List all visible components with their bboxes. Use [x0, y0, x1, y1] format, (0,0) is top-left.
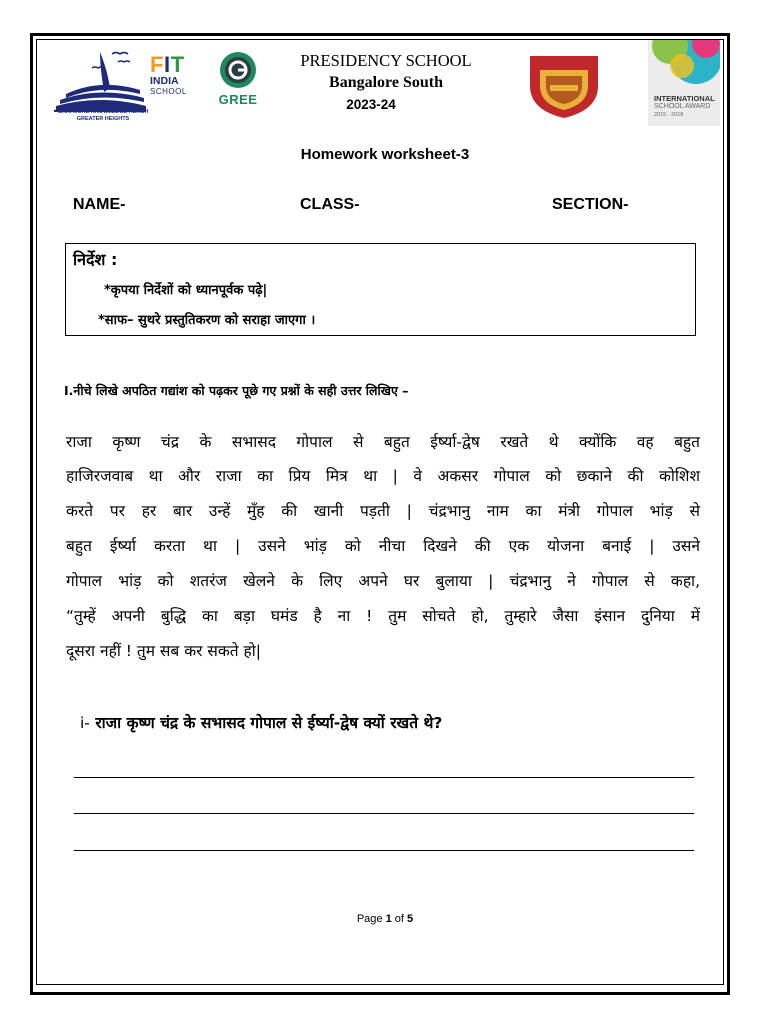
- instruction-item: *साफ– सुथरे प्रस्तुतिकरण को सराहा जाएगा ।: [98, 313, 316, 328]
- international-school-award-logo: [648, 40, 720, 126]
- footer-page-number: 1: [385, 913, 392, 925]
- academic-year: 2023-24: [346, 97, 396, 112]
- award-line3: 2015 - 2018: [654, 112, 684, 118]
- instructions-box: [65, 243, 696, 336]
- fit-india-logo: [150, 54, 198, 104]
- answer-line[interactable]: [74, 777, 694, 778]
- fit-india-line2: SCHOOL: [150, 87, 187, 96]
- question-number: i-: [80, 714, 90, 732]
- footer-page-word: Page: [356, 913, 383, 925]
- school-name: PRESIDENCY SCHOOL: [300, 51, 472, 70]
- passage-line: करते पर हर बार उन्हें मुँह की खानी पड़ती | चंद्रभानु नाम का मंत्री गोपाल भांड़ से: [66, 502, 700, 520]
- gree-globe-icon: [218, 50, 258, 90]
- instructions-title: निर्देश :: [73, 250, 118, 269]
- class-field-label: CLASS-: [300, 196, 360, 213]
- fit-india-line1: INDIA: [150, 75, 179, 87]
- award-text: [654, 95, 720, 119]
- passage-line: “तुम्हें अपनी बुद्धि का बड़ा घमंड है ना ! तुम सोचते हो, तुम्हारे जैसा इंसान दुनिया में: [66, 607, 700, 625]
- footer-of-word: of: [394, 913, 404, 925]
- page-footer: [300, 913, 470, 925]
- section-heading: I.नीचे लिखे अपठित गद्यांश को पढ़कर पूछे गए प्रश्नों के सही उत्तर लिखिए –: [64, 383, 409, 398]
- shield-crest-icon: [526, 52, 602, 120]
- name-field-label: NAME-: [73, 196, 126, 213]
- school-logo-tagline: GAIN MORE KNOWLEDGE REACH GREATER HEIGHTS: [57, 109, 149, 122]
- school-logo-icon: [52, 48, 148, 140]
- answer-line[interactable]: [74, 850, 694, 851]
- question-item: [80, 711, 442, 733]
- passage-line: राजा कृष्ण चंद्र के सभासद गोपाल से बहुत ईर्ष्या-द्वेष रखते थे क्योंकि वह बहुत: [66, 433, 700, 451]
- instruction-item: *कृपया निर्देशों को ध्यानपूर्वक पढ़े|: [104, 283, 268, 298]
- question-text: राजा कृष्ण चंद्र के सभासद गोपाल से ईर्ष्या-द्वेष क्यों रखते थे?: [95, 714, 443, 732]
- gree-word: GREE: [218, 92, 258, 107]
- award-line1: INTERNATIONAL: [654, 94, 715, 103]
- school-header: [270, 51, 502, 115]
- worksheet-title: Homework worksheet-3: [300, 146, 470, 163]
- school-location: Bangalore South: [329, 74, 443, 91]
- award-line2: SCHOOL AWARD: [654, 103, 711, 110]
- passage-line: बहुत ईर्ष्या करता था | उसने भांड़ को नीचा दिखने की एक योजना बनाई | उसने: [66, 537, 700, 555]
- fit-india-word: FIT: [150, 52, 185, 77]
- passage-line: गोपाल भांड़ को शतरंज खेलने के लिए अपने घर बुलाया | चंद्रभानु ने गोपाल से कहा,: [66, 572, 700, 590]
- answer-line[interactable]: [74, 813, 694, 814]
- passage-line: हाजिरजवाब था और राजा का प्रिय मित्र था | वे अकसर गोपाल को छकाने की कोशिश: [66, 467, 700, 485]
- award-emblem-icon: [648, 40, 720, 96]
- section-field-label: SECTION-: [552, 196, 629, 213]
- footer-page-total: 5: [407, 913, 414, 925]
- passage-line: दूसरा नहीं ! तुम सब कर सकते हो|: [66, 642, 261, 660]
